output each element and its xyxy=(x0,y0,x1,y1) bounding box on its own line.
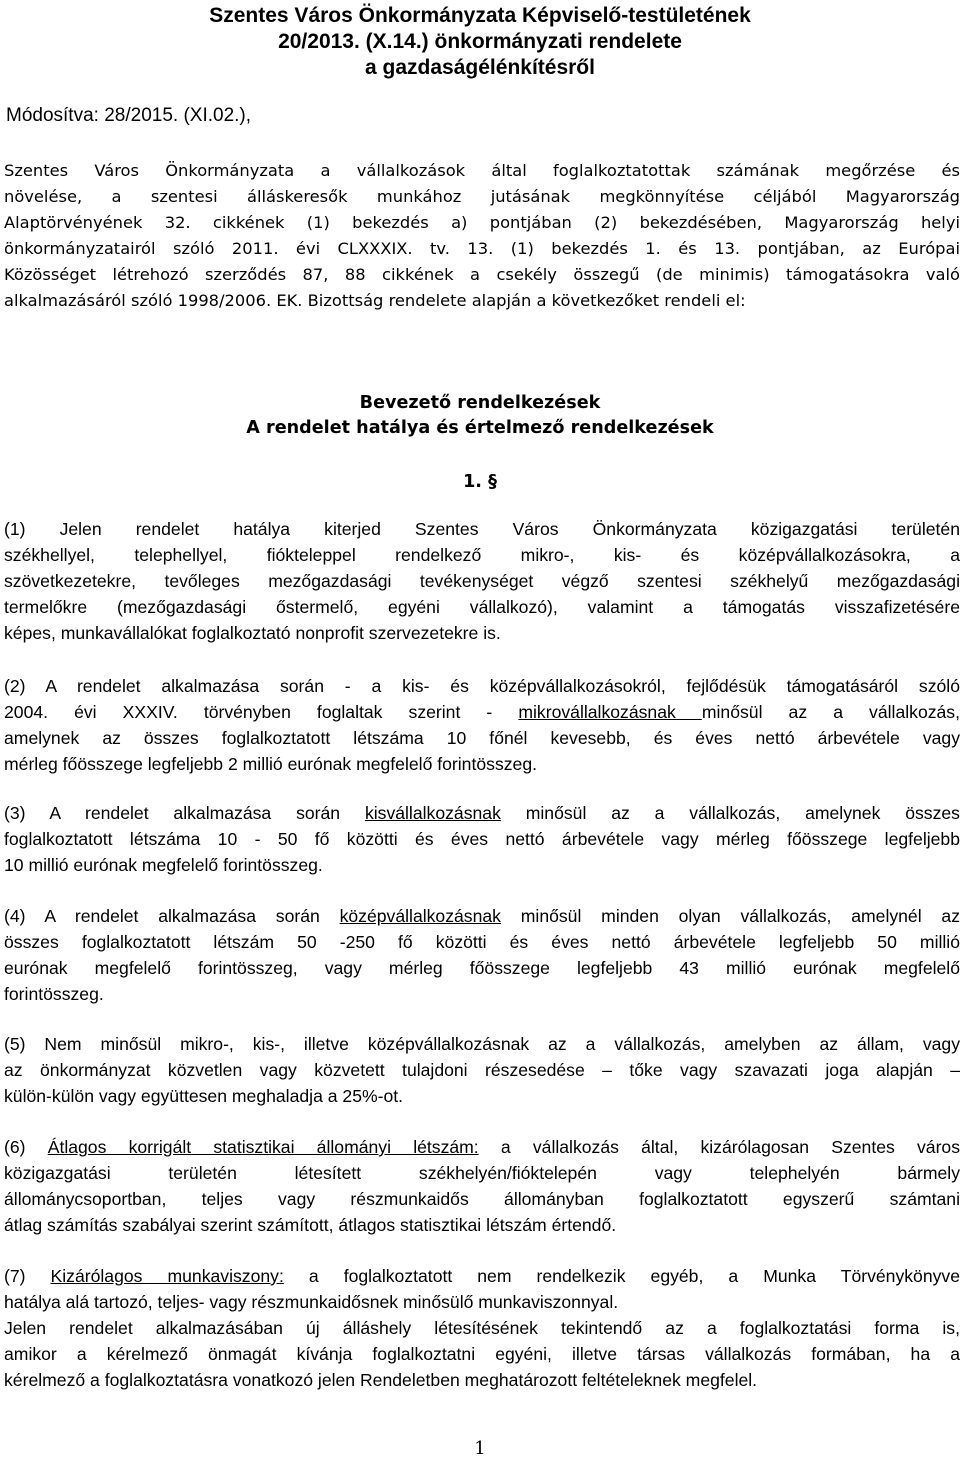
paragraph-line: forintösszeg. xyxy=(4,984,104,1005)
title-line-1: Szentes Város Önkormányzata Képviselő-testületének xyxy=(209,4,751,27)
text-run: minősül az a vállalkozás, xyxy=(701,702,960,723)
text-run: (6) xyxy=(4,1137,48,1157)
paragraph-line xyxy=(4,800,960,826)
section-sign-icon: § xyxy=(488,472,497,492)
page-number: 1 xyxy=(474,1438,486,1459)
defined-term: mikrovállalkozásnak xyxy=(518,702,702,723)
paragraph-4 xyxy=(4,903,960,1007)
section-subheading: A rendelet hatálya és értelmező rendelkezések xyxy=(246,418,714,438)
paragraph-line: összes foglalkoztatott létszám 50 -250 fő közötti és éves nettó árbevétele legfeljebb 50 millió xyxy=(4,932,960,953)
paragraph-line: állománycsoportban, teljes vagy részmunkaidős állományban foglalkoztatott egyszerű számtani xyxy=(4,1189,960,1210)
preamble-line: Közösséget létrehozó szerződés 87, 88 cikkének a csekély összegű (de minimis) támogatásokra való xyxy=(4,265,960,285)
paragraph-number: 1. xyxy=(463,472,489,492)
paragraph-line: foglalkoztatott létszáma 10 - 50 fő közötti és éves nettó árbevétele vagy mérleg főösszege legfeljebb xyxy=(4,829,960,850)
paragraph-line: szövetkezetekre, tevőleges mezőgazdasági tevékenységet végző szentesi székhelyű mezőgazdasági xyxy=(4,571,960,592)
text-run: minősül az a vállalkozás, amelynek összes xyxy=(500,803,960,823)
paragraph-line: eurónak megfelelő forintösszeg, vagy mérleg főösszege legfeljebb 43 millió eurónak megfelelő xyxy=(4,958,960,979)
amendment-note: Módosítva: 28/2015. (XI.02.), xyxy=(6,105,252,126)
paragraph-mark xyxy=(0,469,960,495)
paragraph-line: (1) Jelen rendelet hatálya kiterjed Szentes Város Önkormányzata közigazgatási területén xyxy=(4,519,960,539)
paragraph-line: külön-külön vagy együttesen meghaladja a 25%-ot. xyxy=(4,1086,404,1107)
paragraph-2 xyxy=(4,673,960,777)
paragraph-line: székhellyel, telephellyel, fiókteleppel rendelkező mikro-, kis- és középvállalkozásokra, a xyxy=(4,545,960,566)
paragraph-line: az önkormányzat közvetlen vagy közvetett tulajdoni részesedése – tőke vagy szavazati joga alapján – xyxy=(4,1060,960,1081)
paragraph-line: mérleg főösszege legfeljebb 2 millió eurónak megfelelő forintösszeg. xyxy=(4,754,537,775)
text-run: (4) A rendelet alkalmazása során xyxy=(4,906,340,926)
paragraph-line: átlag számítás szabályai szerint számított, átlagos statisztikai létszám értendő. xyxy=(4,1215,617,1236)
defined-term: kisvállalkozásnak xyxy=(364,803,501,823)
title-line-3: a gazdaságélénkítésről xyxy=(365,56,595,79)
paragraph-6 xyxy=(4,1134,960,1238)
paragraph-line: közigazgatási területén létesített székhelyén/fióktelepén vagy telephelyén bármely xyxy=(4,1163,960,1184)
paragraph-5 xyxy=(4,1031,960,1109)
paragraph-line: képes, munkavállalókat foglalkoztató nonprofit szervezetekre is. xyxy=(4,623,501,644)
defined-term: Kizárólagos munkaviszony: xyxy=(50,1266,284,1286)
section-heading: Bevezető rendelkezések xyxy=(359,393,601,413)
paragraph-line: (5) Nem minősül mikro-, kis-, illetve középvállalkozásnak az a vállalkozás, amelyben az állam, vagy xyxy=(4,1034,960,1054)
defined-term: Átlagos korrigált statisztikai állományi létszám: xyxy=(47,1137,479,1157)
paragraph-line: amelynek az összes foglalkoztatott létszáma 10 főnél kevesebb, és éves nettó árbevétele vagy xyxy=(4,728,960,749)
paragraph-line: termelőkre (mezőgazdasági őstermelő, egyéni vállalkozó), valamint a támogatás visszafizetésére xyxy=(4,597,960,618)
preamble-line: Alaptörvényének 32. cikkének (1) bekezdés a) pontjában (2) bekezdésében, Magyarország helyi xyxy=(4,213,960,233)
text-run: minősül minden olyan vállalkozás, amelynél az xyxy=(500,906,960,926)
text-run: a vállalkozás által, kizárólagosan Szentes város xyxy=(478,1137,960,1157)
preamble-line: Szentes Város Önkormányzata a vállalkozások által foglalkoztatottak számának megőrzése és xyxy=(4,161,960,180)
paragraph-line xyxy=(4,699,960,725)
text-run: (3) A rendelet alkalmazása során xyxy=(4,803,365,823)
preamble-line: növelése, a szentesi álláskeresők munkához jutásának megkönnyítése céljából Magyarország xyxy=(4,187,960,207)
paragraph-1 xyxy=(4,516,960,646)
text-run: a foglalkoztatott nem rendelkezik egyéb, a Munka Törvénykönyve xyxy=(283,1266,960,1286)
paragraph-line: hatálya alá tartozó, teljes- vagy részmunkaidősnek minősülő munkaviszonnyal. xyxy=(4,1292,619,1313)
preamble-line: önkormányzatairól szóló 2011. évi CLXXXIX. tv. 13. (1) bekezdés 1. és 13. pontjában, az Európai xyxy=(4,239,960,259)
title-line-2: 20/2013. (X.14.) önkormányzati rendelete xyxy=(278,30,682,53)
text-run: (7) xyxy=(4,1266,51,1286)
paragraph-3 xyxy=(4,800,960,878)
paragraph-7 xyxy=(4,1263,960,1393)
paragraph-line: amikor a kérelmező önmagát kívánja foglalkoztatni egyéni, illetve társas vállalkozás formában, ha a xyxy=(4,1344,960,1365)
paragraph-line xyxy=(4,1134,960,1160)
paragraph-line: 10 millió eurónak megfelelő forintösszeg. xyxy=(4,855,323,876)
paragraph-line: (2) A rendelet alkalmazása során - a kis- és középvállalkozásokról, fejlődésük támogatásáról szóló xyxy=(4,676,960,696)
paragraph-line xyxy=(4,1263,960,1289)
defined-term: középvállalkozásnak xyxy=(339,906,501,926)
paragraph-line xyxy=(4,903,960,929)
paragraph-line: Jelen rendelet alkalmazásában új álláshely létesítésének tekintendő az a foglalkoztatási forma is, xyxy=(4,1318,960,1339)
paragraph-line: kérelmező a foglalkoztatásra vonatkozó jelen Rendeletben meghatározott feltételeknek megfelel. xyxy=(4,1370,758,1391)
preamble-line: alkalmazásáról szóló 1998/2006. EK. Bizottság rendelete alapján a következőket rendeli el: xyxy=(4,291,746,311)
text-run: 2004. évi XXXIV. törvényben foglaltak szerint - xyxy=(4,702,519,723)
document-title xyxy=(0,3,960,81)
preamble xyxy=(4,158,960,315)
